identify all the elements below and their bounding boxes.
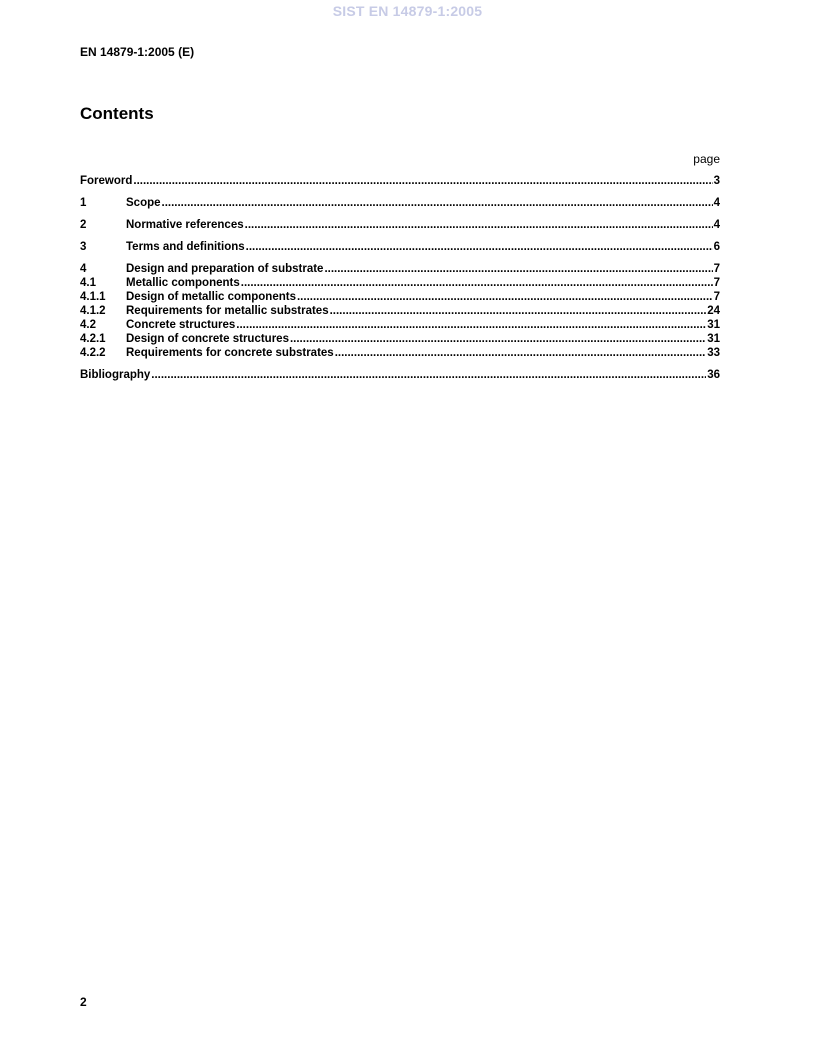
toc-entry-requirements-metallic-substrates[interactable] (80, 304, 720, 318)
toc-entry-title: Terms and definitions (126, 241, 245, 253)
toc-dot-leader (297, 290, 713, 304)
toc-entry-design-and-preparation[interactable] (80, 262, 720, 276)
toc-entry-title: Scope (126, 197, 161, 209)
toc-dot-leader (246, 240, 713, 254)
toc-entry-number: 4.1 (80, 277, 96, 289)
toc-dot-leader (241, 276, 713, 290)
document-id: EN 14879-1:2005 (E) (80, 45, 195, 59)
toc-entry-title: Design and preparation of substrate (126, 263, 324, 275)
page-column-label: page (693, 152, 720, 166)
toc-entry-bibliography[interactable] (80, 368, 720, 382)
toc-entry-page: 7 (713, 277, 720, 289)
toc-entry-requirements-concrete-substrates[interactable] (80, 346, 720, 360)
toc-entry-normative-references[interactable] (80, 218, 720, 232)
toc-dot-leader (324, 262, 712, 276)
toc-entry-number: 4 (80, 263, 87, 275)
toc-entry-page: 31 (707, 319, 720, 331)
toc-entry-title: Metallic components (126, 277, 240, 289)
toc-entry-foreword[interactable] (80, 174, 720, 188)
toc-dot-leader (330, 304, 707, 318)
toc-entry-page: 3 (713, 175, 720, 187)
toc-entry-number: 4.2 (80, 319, 96, 331)
toc-entry-page: 31 (707, 333, 720, 345)
toc-entry-page: 4 (713, 219, 720, 231)
toc-entry-number: 2 (80, 219, 87, 231)
toc-entry-concrete-structures[interactable] (80, 318, 720, 332)
toc-entry-title: Design of concrete structures (126, 333, 289, 345)
toc-entry-title: Requirements for concrete substrates (126, 347, 334, 359)
toc-entry-design-of-concrete-structures[interactable] (80, 332, 720, 346)
toc-entry-title: Normative references (126, 219, 244, 231)
contents-heading: Contents (80, 104, 154, 123)
toc-entry-terms-and-definitions[interactable] (80, 240, 720, 254)
page-number: 2 (80, 995, 87, 1009)
toc-dot-leader (151, 368, 706, 382)
watermark: SIST EN 14879-1:2005 (332, 3, 483, 19)
toc-entry-scope[interactable] (80, 196, 720, 210)
toc-entry-page: 6 (713, 241, 720, 253)
toc-entry-title: Concrete structures (126, 319, 236, 331)
toc-entry-title: Design of metallic components (126, 291, 296, 303)
toc-entry-title: Requirements for metallic substrates (126, 305, 329, 317)
toc-dot-leader (290, 332, 706, 346)
toc-entry-number: 4.2.1 (80, 333, 106, 345)
table-of-contents (80, 174, 720, 382)
toc-entry-number: 1 (80, 197, 87, 209)
toc-entry-page: 33 (707, 347, 720, 359)
toc-dot-leader (245, 218, 713, 232)
toc-entry-design-of-metallic-components[interactable] (80, 290, 720, 304)
toc-entry-page: 4 (713, 197, 720, 209)
toc-entry-page: 24 (707, 305, 720, 317)
toc-entry-metallic-components[interactable] (80, 276, 720, 290)
toc-entry-page: 7 (713, 291, 720, 303)
toc-dot-leader (133, 174, 712, 188)
toc-entry-page: 36 (707, 369, 720, 381)
toc-entry-number: 4.1.2 (80, 305, 106, 317)
toc-entry-number: 4.1.1 (80, 291, 106, 303)
toc-dot-leader (335, 346, 707, 360)
toc-entry-title: Foreword (80, 175, 133, 187)
toc-entry-title: Bibliography (80, 369, 151, 381)
toc-entry-number: 4.2.2 (80, 347, 106, 359)
toc-dot-leader (236, 318, 706, 332)
toc-entry-number: 3 (80, 241, 87, 253)
toc-entry-page: 7 (713, 263, 720, 275)
toc-dot-leader (162, 196, 713, 210)
